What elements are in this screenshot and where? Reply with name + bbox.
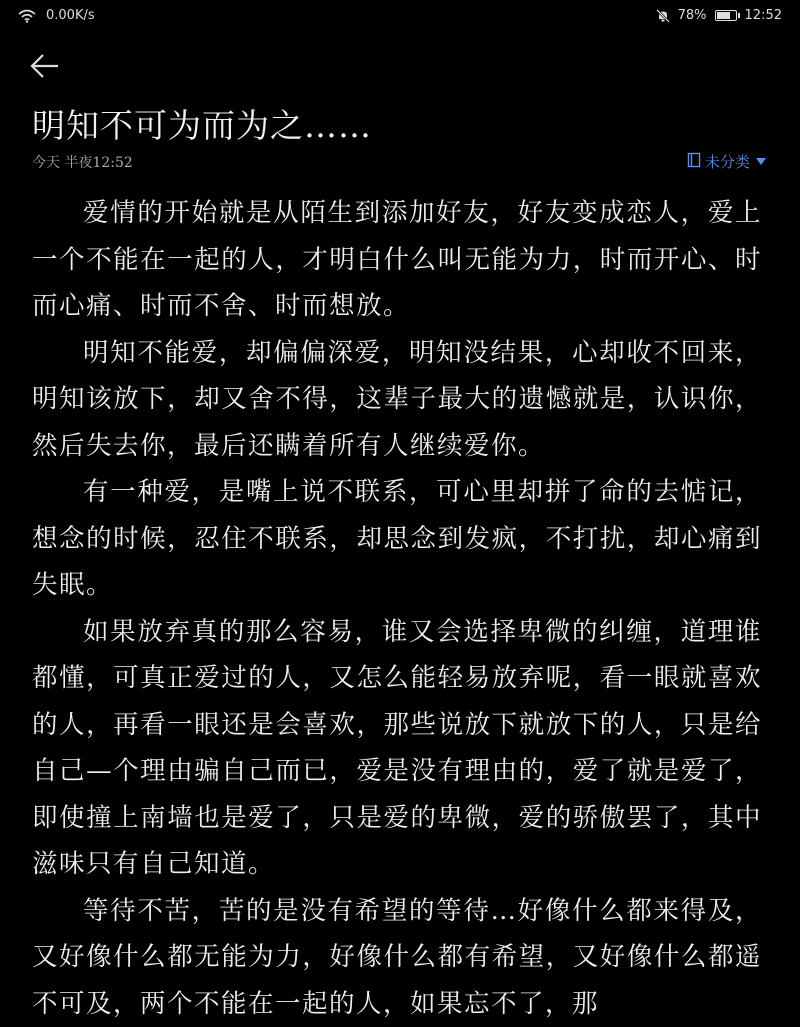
status-right <box>656 8 782 23</box>
status-left <box>18 8 95 23</box>
note-timestamp: 今天 半夜12:52 <box>32 152 133 172</box>
notebook-icon <box>687 152 701 172</box>
note-body[interactable] <box>32 190 762 1027</box>
category-label: 未分类 <box>705 151 750 172</box>
back-arrow-icon <box>28 69 64 88</box>
paragraph: 明知不能爱，却偏偏深爱，明知没结果，心却收不回来，明知该放下，却又舍不得，这辈子最大的遗憾就是，认识你，然后失去你，最后还瞒着所有人继续爱你。 <box>32 330 762 470</box>
paragraph: 如果放弃真的那么容易，谁又会选择卑微的纠缠，道理谁都懂，可真正爱过的人，又怎么能轻易放弃呢，看一眼就喜欢的人，再看一眼还是会喜欢，那些说放下就放下的人，只是给自己—个理由骗自己而已，爱是没有理由的，爱了就是爱了，即使撞上南墙也是爱了，只是爱的卑微，爱的骄傲罢了，其中滋味只有自己知道。 <box>32 609 762 888</box>
note-title[interactable]: 明知不可为而为之…… <box>32 100 372 147</box>
paragraph: 等待不苦，苦的是没有希望的等待…好像什么都来得及，又好像什么都无能为力，好像什么都有希望，又好像什么都遥不可及，两个不能在一起的人，如果忘不了，那 <box>32 888 762 1027</box>
paragraph: 爱情的开始就是从陌生到添加好友，好友变成恋人，爱上一个不能在一起的人，才明白什么叫无能为力，时而开心、时而心痛、时而不舍、时而想放。 <box>32 190 762 330</box>
paragraph: 有一种爱，是嘴上说不联系，可心里却拼了命的去惦记，想念的时候，忍住不联系，却思念到发疯，不打扰，却心痛到失眠。 <box>32 469 762 609</box>
status-time: 12:52 <box>745 8 782 23</box>
mute-bell-icon <box>656 9 670 23</box>
wifi-icon <box>18 9 36 23</box>
battery-percent: 78% <box>678 8 707 23</box>
category-dropdown[interactable] <box>687 151 766 172</box>
chevron-down-icon <box>756 158 766 165</box>
network-speed: 0.00K/s <box>46 8 95 23</box>
status-bar <box>0 0 800 32</box>
back-button[interactable] <box>28 48 64 84</box>
battery-icon <box>715 10 737 21</box>
battery-fill <box>717 12 731 19</box>
